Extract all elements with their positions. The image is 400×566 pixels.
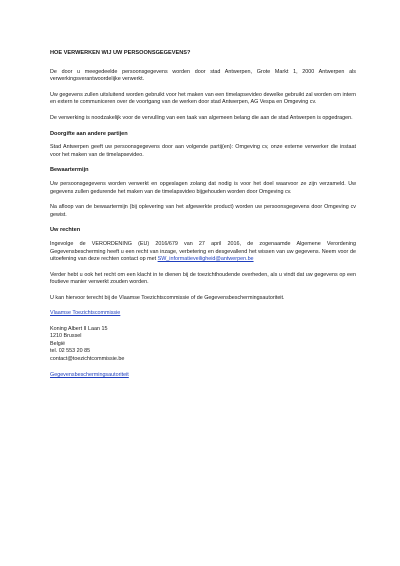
vtc-country: België <box>50 340 65 347</box>
heading-bewaartermijn: Bewaartermijn <box>50 167 89 174</box>
klacht-paragraph: Verder hebt u ook het recht om een klacht in te dienen bij de toezichthoudende overheden, als u vindt dat uw gegevens op een foutieve manier verwerkt zouden worden. <box>50 271 356 286</box>
intro-paragraph-2: Uw gegevens zullen uitsluitend worden gebruikt voor het maken van een timelapsevideo dewelke gebruikt zal worden om intern en extern te communiceren over de voortgang van de werken door stad Antwerpen, AG Vespa en Omgeving cv. <box>50 91 356 106</box>
heading-rechten: Uw rechten <box>50 227 81 234</box>
doorgifte-paragraph: Stad Antwerpen geeft uw persoonsgegevens door aan volgende partij(en): Omgeving cv, onze externe verwerker die instaat voor het maken van de timelapsevideo. <box>50 144 356 158</box>
heading-doorgifte: Doorgifte aan andere partijen <box>50 130 128 137</box>
rechten-text: Ingevolge de VERORDENING (EU) 2016/679 van 27 april 2016, de zogenaamde Algemene Verordening Gegevensbescherming heeft u een recht van inzage, verbetering en desgevallend het wissen van uw gegevens. Neem voor de uitoefening van deze rechten contact op met <box>50 240 356 263</box>
vtc-address-line-1: Koning Albert II Laan 15 <box>50 326 108 333</box>
rechten-paragraph <box>50 241 356 264</box>
terecht-paragraph: U kan hiervoor terecht bij de Vlaamse Toezichtscommissie of de Gegevensbeschermingsautoriteit. <box>50 294 285 301</box>
intro-paragraph-1: De door u meegedeelde persoonsgegevens worden door stad Antwerpen, Grote Markt 1, 2000 Antwerpen als verwerkingsverantwoordelijke verwerkt. <box>50 68 356 83</box>
vtc-contact-block <box>50 326 356 363</box>
privacy-email-link[interactable]: SW_informatieveiligheid@antwerpen.be <box>157 256 254 263</box>
bewaartermijn-paragraph-2: Na afloop van de bewaartermijn (bij oplevering van het afgewerkte product) worden uw persoonsgegevens door Omgeving cv gewist. <box>50 204 356 218</box>
bewaartermijn-paragraph-1: Uw persoonsgegevens worden verwerkt en opgeslagen zolang dat nodig is voor het doel waarvoor ze zijn verzameld. Uw gegevens zullen gedurende het maken van de timelapsvideo bijgehouden worden door Omgeving cv. <box>50 180 356 195</box>
gba-link[interactable]: Gegevensbeschermingsautoriteit <box>50 372 129 379</box>
vtc-link[interactable]: Vlaamse Toezichtscommissie <box>50 310 121 317</box>
intro-paragraph-3: De verwerking is noodzakelijk voor de vervulling van een taak van algemeen belang die aan de stad Antwerpen is opgedragen. <box>50 114 353 121</box>
vtc-address-line-2: 1210 Brussel <box>50 333 82 340</box>
vtc-link-line <box>50 310 356 318</box>
vtc-phone: tel. 02 553 20 85 <box>50 348 91 355</box>
vtc-email: contact@toezichtcommissie.be <box>50 355 125 362</box>
page-title: HOE VERWERKEN WIJ UW PERSOONSGEGEVENS? <box>50 50 191 56</box>
gba-link-line <box>50 372 356 380</box>
